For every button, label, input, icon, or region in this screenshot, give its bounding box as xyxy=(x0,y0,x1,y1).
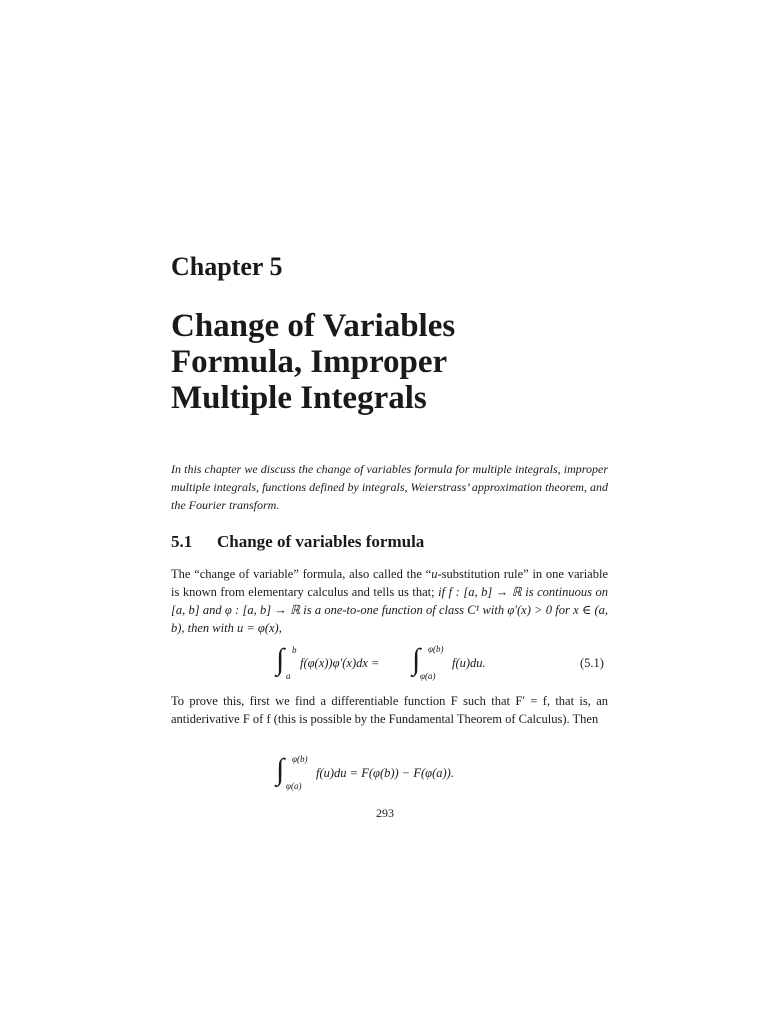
page-number: 293 xyxy=(376,806,394,820)
chapter-title-line-2: Formula, Improper xyxy=(171,344,448,380)
section-title: Change of variables formula xyxy=(217,532,425,551)
chapter-title xyxy=(171,308,631,416)
paragraph-1-italic-statement: if f : [a, b] → ℝ is continuous on [a, b] and φ : [a, b] → ℝ is a one-to-one function of class C¹ with φ′(x) > 0 for x ∈ (a, b), then with u = φ(x), xyxy=(171,585,608,635)
section-heading xyxy=(171,532,424,552)
paragraph-1-text-a: The “change of variable” formula, also called the “ xyxy=(171,567,432,581)
section-number: 5.1 xyxy=(171,532,193,551)
integral-sign-left: ∫ xyxy=(276,643,285,676)
paragraph-1-u: u xyxy=(431,567,438,581)
right-lower-limit: φ(a) xyxy=(420,671,436,681)
chapter-abstract: In this chapter we discuss the change of variables formula for multiple integrals, improper multiple integrals, functions defined by integrals, Weierstrass’ approximation theorem, and the Fourier transform. xyxy=(171,462,608,512)
chapter-title-line-1: Change of Variables xyxy=(171,308,456,344)
lower-limit: φ(a) xyxy=(286,781,302,791)
equation-number: (5.1) xyxy=(580,656,604,670)
right-integrand: f(u)du. xyxy=(452,656,486,670)
paragraph-2: To prove this, first we find a differentiable function F such that F′ = f, that is, an antiderivative F of f (this is possible by the Fundamental Theorem of Calculus). Then xyxy=(171,694,608,726)
right-upper-limit: φ(b) xyxy=(428,644,444,654)
upper-limit: φ(b) xyxy=(292,754,308,764)
left-lower-limit: a xyxy=(286,671,291,681)
integral-sign-right: ∫ xyxy=(412,643,421,676)
integral-sign: ∫ xyxy=(276,753,285,786)
chapter-title-line-3: Multiple Integrals xyxy=(171,380,427,416)
paragraph-1 xyxy=(171,565,608,637)
left-upper-limit: b xyxy=(292,645,297,655)
integrand: f(u)du = F(φ(b)) − F(φ(a)). xyxy=(316,766,454,780)
paragraph-1-text-b: -substitution rule” in one variable is known from elementary calculus and tells us that; xyxy=(171,567,609,599)
chapter-label: Chapter 5 xyxy=(171,252,283,281)
left-integrand: f(φ(x))φ′(x)dx = xyxy=(300,656,380,670)
